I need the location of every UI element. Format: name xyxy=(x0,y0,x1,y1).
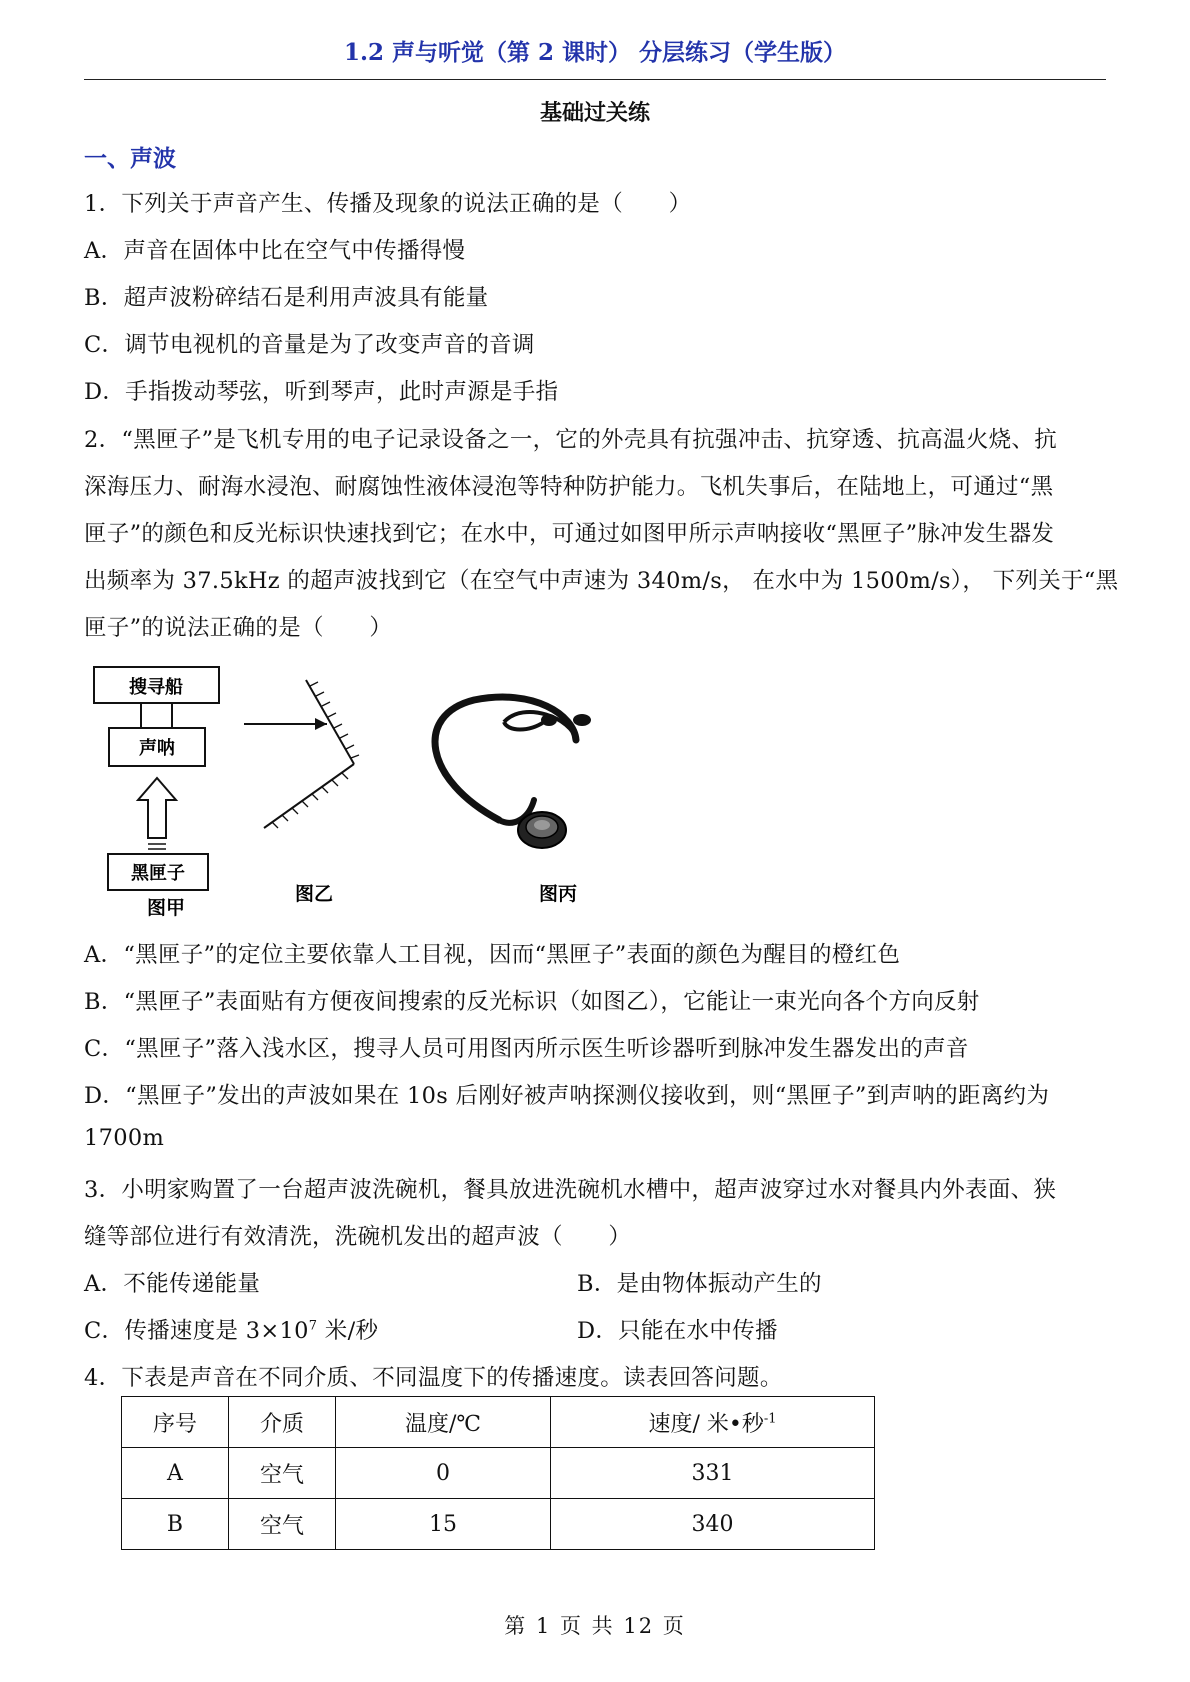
q2-stem-line: 匣子”的颜色和反光标识快速找到它；在水中，可通过如图甲所示声呐接收“黑匣子”脉冲发生器发 xyxy=(84,521,1055,547)
table-row xyxy=(122,1499,875,1550)
table-cell: 331 xyxy=(551,1448,875,1499)
table-cell: 空气 xyxy=(229,1448,336,1499)
table-cell: 空气 xyxy=(229,1499,336,1550)
q1-option-b: B．超声波粉碎结石是利用声波具有能量 xyxy=(84,285,489,311)
q3-option-c-exponent: 7 xyxy=(308,1318,318,1334)
speed-header-text: 速度/ 米•秒 xyxy=(648,1411,764,1437)
up-arrow-icon xyxy=(138,778,176,838)
page-footer: 第 1 页 共 12 页 xyxy=(504,1614,686,1638)
q2-stem-line: 深海压力、耐海水浸泡、耐腐蚀性液体浸泡等特种防护能力。飞机失事后，在陆地上，可通过“黑 xyxy=(84,474,1054,500)
q3-stem-line: 3．小明家购置了一台超声波洗碗机，餐具放进洗碗机水槽中，超声波穿过水对餐具内外表面、狭 xyxy=(84,1177,1057,1203)
table-header-cell: 介质 xyxy=(229,1397,336,1448)
figure-jia xyxy=(94,667,219,919)
table-header-cell: 温度/℃ xyxy=(336,1397,551,1448)
q3-option-c-prefix: C．传播速度是 3×10 xyxy=(84,1318,309,1344)
arrowhead-icon xyxy=(315,718,327,730)
q1-option-a: A．声音在固体中比在空气中传播得慢 xyxy=(84,238,466,264)
q1-option-c: C．调节电视机的音量是为了改变声音的音调 xyxy=(84,332,535,358)
table-cell: 15 xyxy=(336,1499,551,1550)
search-ship-label: 搜寻船 xyxy=(129,677,183,698)
q2-stem-line: 匣子”的说法正确的是（ ） xyxy=(84,615,393,641)
q3-option-d: D．只能在水中传播 xyxy=(577,1318,778,1344)
q3-stem-line: 缝等部位进行有效清洗，洗碗机发出的超声波（ ） xyxy=(84,1224,632,1250)
q1-stem: 1．下列关于声音产生、传播及现象的说法正确的是（ ） xyxy=(84,191,692,217)
q3-option-a: A．不能传递能量 xyxy=(84,1271,261,1297)
q2-stem-line: 2．“黑匣子”是飞机专用的电子记录设备之一，它的外壳具有抗强冲击、抗穿透、抗高温火烧、抗 xyxy=(84,427,1058,453)
figure-jia-label: 图甲 xyxy=(146,897,186,919)
q3-option-b: B．是由物体振动产生的 xyxy=(577,1271,822,1297)
q2-option-d-cont: 1700m xyxy=(84,1125,165,1151)
stethoscope-icon xyxy=(435,697,591,905)
section-heading: 一、声波 xyxy=(84,145,176,172)
figure-yi-label: 图乙 xyxy=(294,883,334,905)
q2-figure xyxy=(84,660,664,920)
q2-option-a: A．“黑匣子”的定位主要依靠人工目视，因而“黑匣子”表面的颜色为醒目的橙红色 xyxy=(84,942,901,968)
sonar-label: 声呐 xyxy=(139,738,175,759)
q2-stem-line: 出频率为 37.5kHz 的超声波找到它（在空气中声速为 340m/s， 在水中为 1500m/s）， 下列关于“黑 xyxy=(84,568,1119,594)
table-row xyxy=(122,1448,875,1499)
page-subtitle: 基础过关练 xyxy=(539,100,650,126)
table-header-row xyxy=(122,1397,875,1448)
q2-option-b: B．“黑匣子”表面贴有方便夜间搜索的反光标识（如图乙），它能让一束光向各个方向反射 xyxy=(84,989,980,1015)
header-rule xyxy=(84,79,1106,80)
q3-option-c xyxy=(84,1313,378,1345)
figure-yi xyxy=(244,680,359,905)
table-header-cell: 序号 xyxy=(122,1397,229,1448)
q4-stem: 4．下表是声音在不同介质、不同温度下的传播速度。读表回答问题。 xyxy=(84,1365,783,1391)
page-title: 1.2 声与听觉（第 2 课时） 分层练习（学生版） xyxy=(343,39,847,66)
table-cell: A xyxy=(122,1448,229,1499)
table-cell: 0 xyxy=(336,1448,551,1499)
table-cell: 340 xyxy=(551,1499,875,1550)
table-header-cell xyxy=(551,1397,875,1448)
speed-header-exponent: -1 xyxy=(763,1411,777,1427)
table-cell: B xyxy=(122,1499,229,1550)
figure-bing-label: 图丙 xyxy=(538,883,578,905)
q2-option-c: C．“黑匣子”落入浅水区，搜寻人员可用图丙所示医生听诊器听到脉冲发生器发出的声音 xyxy=(84,1036,969,1062)
black-box-label: 黑匣子 xyxy=(131,863,185,884)
speed-table xyxy=(121,1396,875,1550)
q2-option-d: D．“黑匣子”发出的声波如果在 10s 后刚好被声呐探测仪接收到，则“黑匣子”到声呐的距离约为 xyxy=(84,1083,1050,1109)
q3-option-c-suffix: 米/秒 xyxy=(317,1318,379,1344)
q1-option-d: D．手指拨动琴弦，听到琴声，此时声源是手指 xyxy=(84,379,559,405)
